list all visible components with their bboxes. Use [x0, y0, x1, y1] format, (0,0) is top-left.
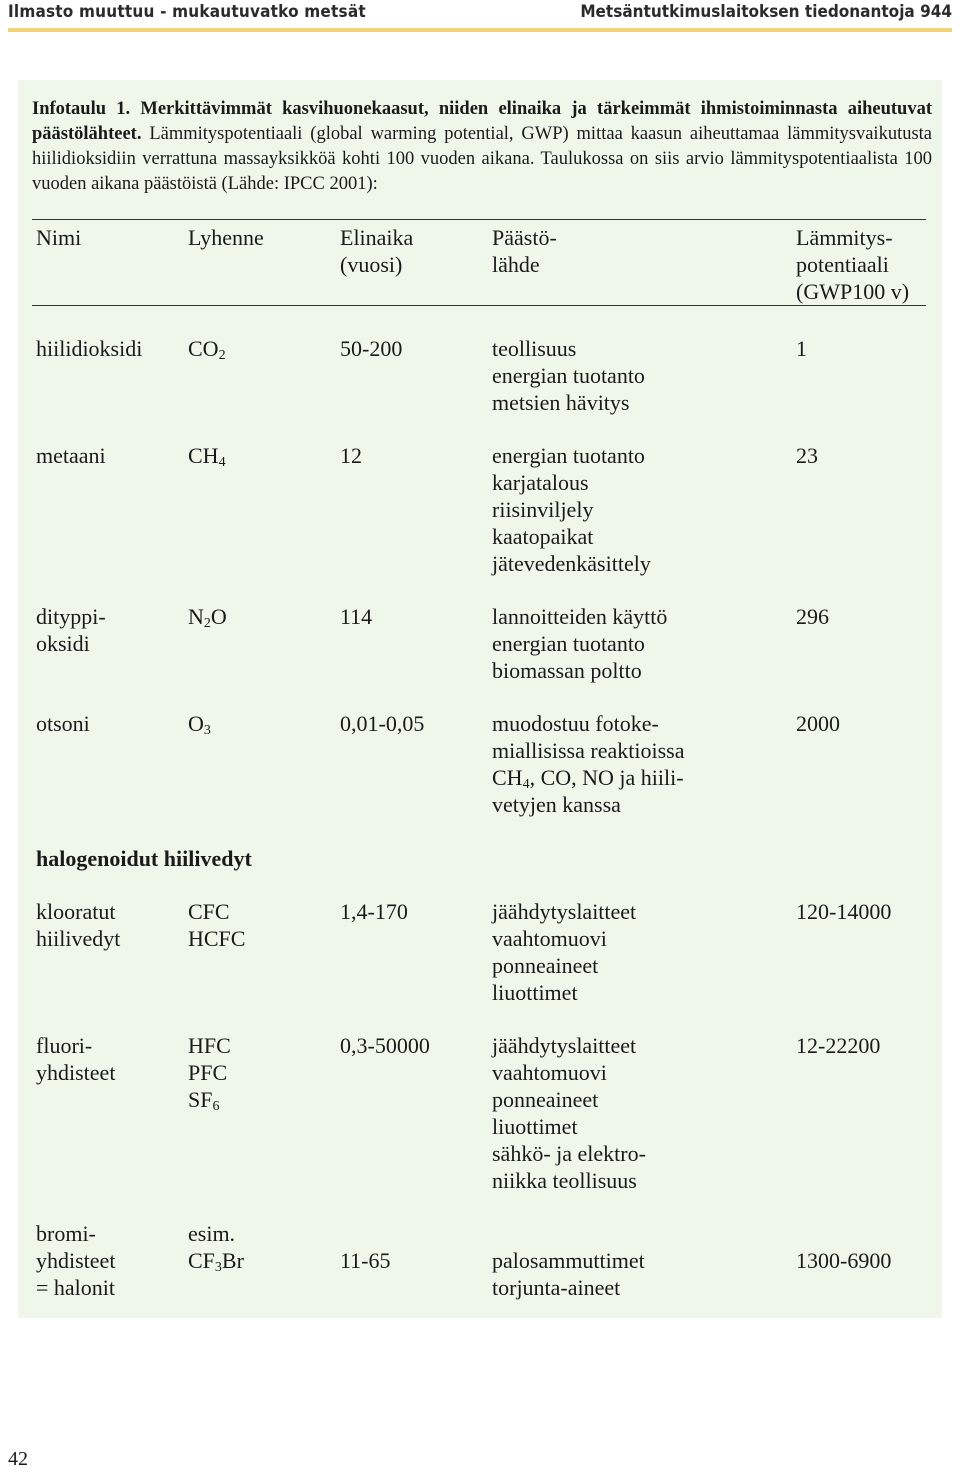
header-title: Ilmasto muuttuu - mukautuvatko metsät	[8, 2, 366, 22]
row-brom-source: palosammuttimet torjunta-aineet	[492, 1248, 645, 1300]
row-cfc-source: jäähdytyslaitteet vaahtomuovi ponneaineet liuottimet	[492, 899, 637, 1005]
header-gwp: Lämmitys- potentiaali (GWP100 v)	[796, 225, 910, 304]
row-o3-abbr: $O_3$	[188, 711, 211, 738]
row-n2o-name: dityppi- oksidi	[36, 604, 106, 656]
row-brom-gwp: 1300-6900	[796, 1248, 892, 1273]
row-co2-abbr: $CO_2$	[188, 336, 226, 363]
row-n2o-gwp: 296	[796, 604, 829, 629]
row-o3-life: 0,01-0,05	[340, 711, 425, 736]
header-source: Päästö- lähde	[492, 225, 557, 277]
row-co2-source: teollisuus energian tuotanto metsien hävitys	[492, 336, 645, 415]
row-ch4-life: 12	[340, 443, 362, 468]
row-ch4-name: metaani	[36, 443, 106, 468]
running-header	[8, 0, 952, 32]
row-n2o-life: 114	[340, 604, 373, 629]
row-ch4-source: energian tuotanto karjatalous riisinviljely kaatopaikat jätevedenkäsittely	[492, 443, 651, 576]
row-co2-name: hiilidioksidi	[36, 336, 143, 361]
row-fluor-life: 0,3-50000	[340, 1033, 430, 1058]
row-cfc-name: klooratut hiilivedyt	[36, 899, 121, 951]
section-heading: halogenoidut hiilivedyt	[36, 846, 252, 871]
table-header-rule	[32, 305, 926, 306]
header-name: Nimi	[36, 225, 82, 250]
row-brom-name: bromi- yhdisteet = halonit	[36, 1221, 116, 1300]
row-cfc-abbr: CFC HCFC	[188, 899, 246, 951]
caption-label: Infotaulu 1. Merkittävimmät kasvihuonekaasut, niiden elinaika ja tärkeimmät ihmistoiminnasta aiheutuvat päästölähteet.	[32, 99, 932, 144]
header-abbr: Lyhenne	[188, 225, 264, 250]
row-cfc-life: 1,4-170	[340, 899, 408, 924]
infobox-caption	[32, 97, 932, 197]
table-top-rule	[32, 219, 926, 220]
row-ch4-abbr: $CH_4$	[188, 443, 226, 470]
row-brom-abbr: esim. $CF_3Br$	[188, 1221, 244, 1275]
row-fluor-abbr: HFC PFC $SF_6$	[188, 1033, 231, 1114]
page-number: 42	[8, 1448, 28, 1470]
row-n2o-source: lannoitteiden käyttö energian tuotanto biomassan poltto	[492, 604, 668, 683]
row-o3-gwp: 2000	[796, 711, 840, 736]
header-life: Elinaika (vuosi)	[340, 225, 414, 277]
row-co2-life: 50-200	[340, 336, 403, 361]
row-fluor-gwp: 12-22200	[796, 1033, 881, 1058]
row-fluor-name: fluori- yhdisteet	[36, 1033, 116, 1085]
row-cfc-gwp: 120-14000	[796, 899, 892, 924]
row-co2-gwp: 1	[796, 336, 807, 361]
header-series: Metsäntutkimuslaitoksen tiedonantoja 944	[580, 2, 952, 22]
row-ch4-gwp: 23	[796, 443, 818, 468]
row-brom-life: 11-65	[340, 1248, 391, 1273]
caption-text: Lämmityspotentiaali (global warming potential, GWP) mittaa kaasun aiheuttamaa lämmitysvaikutusta hiilidioksidiin verrattuna massayksikköä kohti 100 vuoden aikana. Taulukossa on siis arvio lämmityspotentiaalista 100 vuoden aikana päästöistä (Lähde: IPCC 2001):	[32, 124, 933, 194]
row-fluor-source: jäähdytyslaitteet vaahtomuovi ponneaineet liuottimet sähkö- ja elektro- niikka teollisuus	[492, 1033, 646, 1193]
row-o3-source: muodostuu fotoke- miallisissa reaktioissa $CH_4$, CO, NO ja hiili- vetyjen kanssa	[492, 711, 685, 817]
row-n2o-abbr: $N_2O$	[188, 604, 227, 631]
row-o3-name: otsoni	[36, 711, 90, 736]
